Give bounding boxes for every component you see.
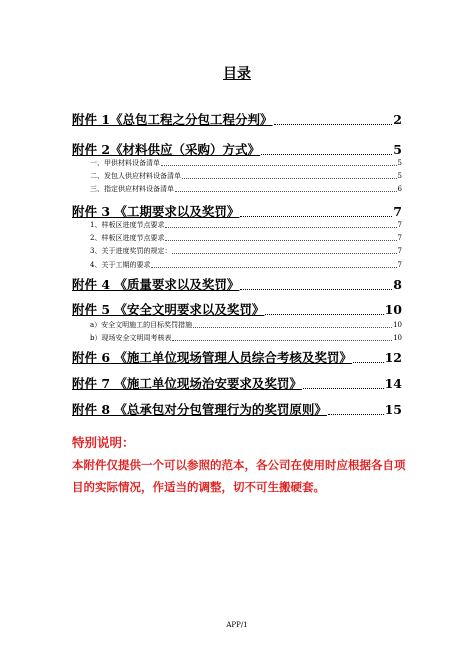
toc-entry-label: b）现场安全文明周考核表	[90, 334, 172, 342]
toc-entry-label: 三、指定供应材料设备清单	[90, 185, 174, 193]
toc-entry-label: 附件 7 《施工单位现场治安要求及奖罚》	[72, 376, 302, 391]
toc-page-number: 5	[397, 172, 402, 180]
toc-subentry[interactable]	[90, 333, 402, 343]
toc-page-number: 5	[393, 142, 402, 157]
toc-page-number: 10	[393, 334, 402, 342]
toc-page-number: 14	[384, 376, 402, 391]
note-body: 本附件仅提供一个可以参照的范本，各公司在使用时应根据各自项目的实际情况，作适当的调整，切不可生搬硬套。	[72, 458, 406, 494]
toc-entry-label: 2、样板区进度节点要求	[90, 234, 165, 242]
dot-leader	[172, 253, 396, 254]
toc-entry-label: 二、发包人供应材料设备清单	[90, 172, 181, 180]
toc-entry-label: 附件 2《材料供应（采购）方式》	[72, 142, 261, 157]
dot-leader	[193, 327, 392, 328]
toc-entry-label: 附件 6 《施工单位现场管理人员综合考核及奖罚》	[72, 350, 352, 365]
toc-entry[interactable]	[72, 374, 402, 392]
dot-leader	[161, 165, 397, 166]
toc-page-number: 7	[397, 261, 402, 269]
dot-leader	[175, 191, 397, 192]
toc-page-number: 15	[384, 402, 402, 417]
toc-page-number: 7	[397, 234, 402, 242]
note-title: 特别说明：	[72, 435, 135, 450]
dot-leader	[182, 178, 397, 179]
toc-page-number: 12	[384, 350, 402, 365]
dot-leader	[353, 362, 384, 363]
toc-entry-label: 附件 1《总包工程之分包工程分判》	[72, 112, 273, 127]
toc-entry-label: 附件 4 《质量要求以及奖罚》	[72, 277, 240, 292]
toc-entry-label: 附件 8 《总承包对分包管理行为的奖罚原则》	[72, 402, 327, 417]
toc-entry-label: 一、甲供材料设备清单	[90, 159, 160, 167]
toc-subentry[interactable]	[90, 233, 402, 243]
dot-leader	[165, 240, 396, 241]
toc-page-number: 7	[397, 221, 402, 229]
toc-subentry[interactable]	[90, 320, 402, 330]
toc-entry[interactable]	[72, 348, 402, 366]
toc-page-number: 7	[393, 204, 402, 219]
dot-leader	[261, 154, 392, 155]
toc-subentry[interactable]	[90, 158, 402, 168]
dot-leader	[165, 227, 396, 228]
dot-leader	[274, 124, 393, 125]
dot-leader	[265, 314, 383, 315]
toc-page-number: 10	[393, 321, 402, 329]
toc-page-number: 10	[384, 302, 402, 317]
dot-leader	[240, 289, 392, 290]
toc-entry-label: 1、样板区进度节点要求	[90, 221, 165, 229]
toc-entry-label: 4、关于工期的要求	[90, 261, 151, 269]
dot-leader	[151, 267, 396, 268]
toc-entry-label: 附件 5 《安全文明要求以及奖罚》	[72, 302, 265, 317]
toc-subentry[interactable]	[90, 246, 402, 256]
dot-leader	[303, 388, 384, 389]
toc-entry-label: 3、关于进度奖罚的规定：	[90, 247, 172, 255]
toc-subentry[interactable]	[90, 260, 402, 270]
dot-leader	[240, 216, 392, 217]
page-title: 目录	[223, 66, 251, 82]
toc-subentry[interactable]	[90, 171, 402, 181]
dot-leader	[328, 414, 384, 415]
toc-entry-label: a）安全文明施工的目标奖罚措施	[90, 321, 193, 329]
dot-leader	[172, 340, 392, 341]
toc-entry[interactable]	[72, 202, 402, 220]
toc-subentry[interactable]	[90, 220, 402, 230]
toc-subentry[interactable]	[90, 184, 402, 194]
toc-entry[interactable]	[72, 300, 402, 318]
toc-entry[interactable]	[72, 140, 402, 158]
toc-page-number: 5	[397, 159, 402, 167]
toc-page-number: 8	[393, 277, 402, 292]
page-footer: APP/1	[226, 621, 248, 629]
toc-entry[interactable]	[72, 400, 402, 418]
toc-entry[interactable]	[72, 110, 402, 128]
toc-page-number: 2	[393, 112, 402, 127]
toc-page-number: 7	[397, 247, 402, 255]
toc-entry[interactable]	[72, 275, 402, 293]
toc-entry-label: 附件 3 《工期要求以及奖罚》	[72, 204, 240, 219]
toc-page-number: 6	[397, 185, 402, 193]
